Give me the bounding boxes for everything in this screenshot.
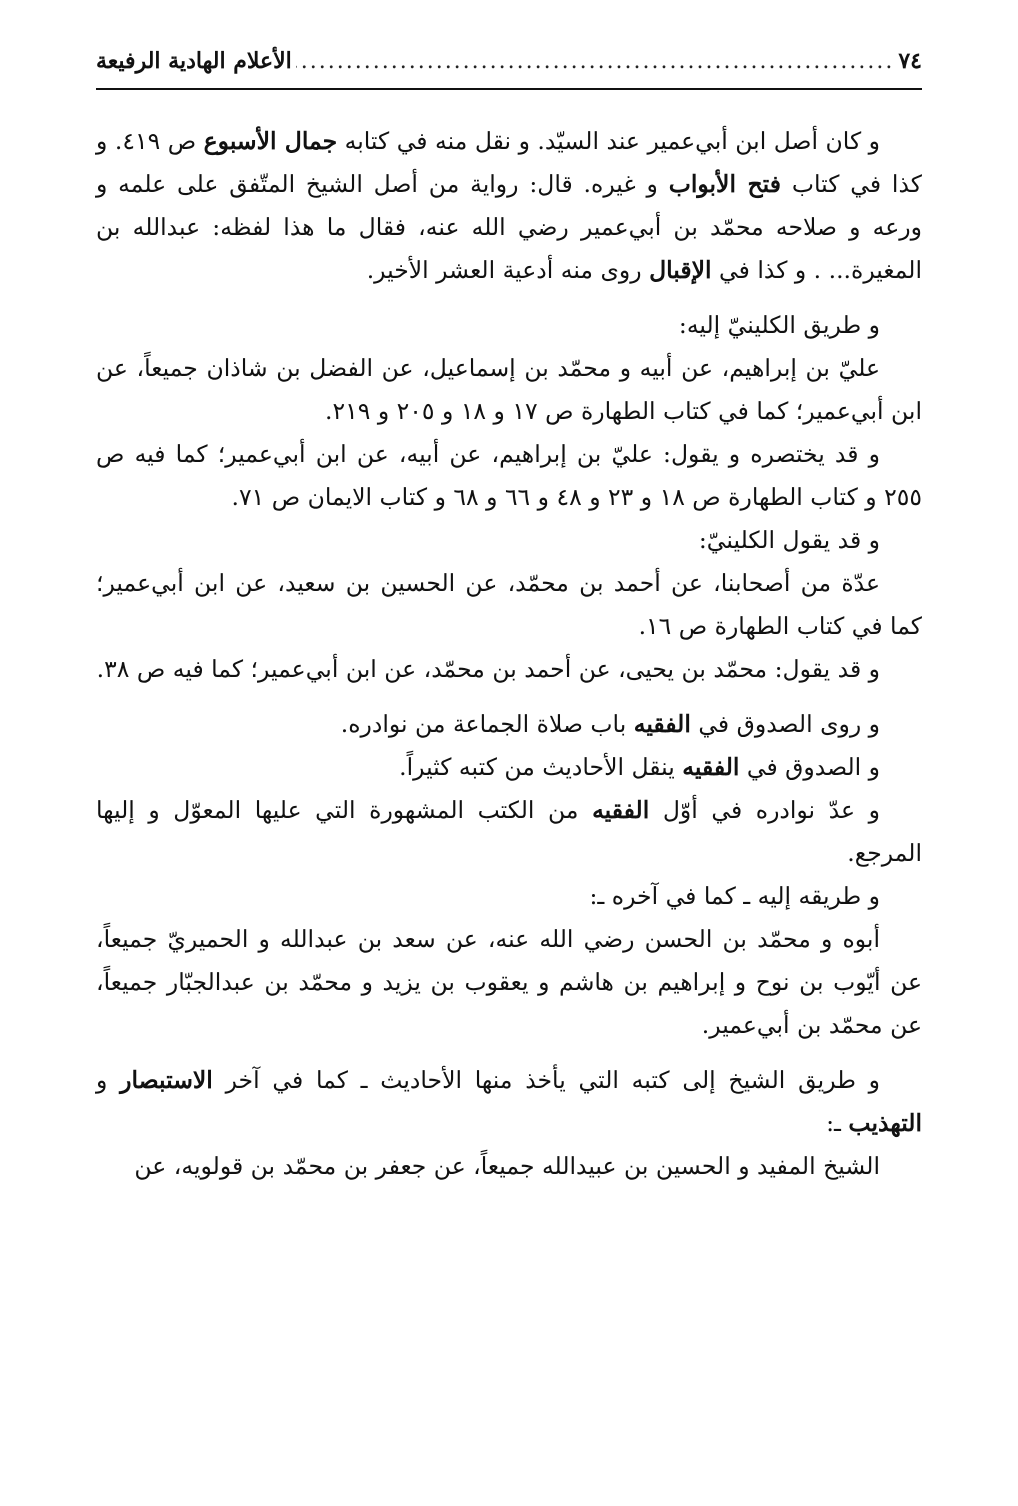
paragraph-saduq-route-heading: و طريقه إليه ـ كما في آخره ـ:	[589, 882, 880, 910]
book-title-al-tahdhib: التهذيب	[848, 1109, 922, 1137]
paragraph-saduq-faqih-3: و عدّ نوادره في أوّل الفقيه من الكتب المشهورة التي عليها المعوّل و إليها المرجع.	[96, 796, 922, 867]
paragraph-shaykh-route-heading: و طريق الشيخ إلى كتبه التي يأخذ منها الأحاديث ـ كما في آخر الاستبصار و التهذيب ـ:	[96, 1066, 922, 1137]
paragraph-kulayni-shortened: و قد يختصره و يقول: عليّ بن إبراهيم، عن أبيه، عن ابن أبي‌عمير؛ كما فيه ص ٢٥٥ و كتاب الطهارة ص ١٨ و ٢٣ و ٤٨ و ٦٦ و ٦٨ و كتاب الايمان ص ٧١.	[96, 440, 922, 511]
page-number: ٧٤	[898, 48, 922, 74]
page-header	[96, 48, 922, 90]
paragraph-saduq-route: أبوه و محمّد بن الحسن رضي الله عنه، عن سعد بن عبدالله و الحميريّ جميعاً، عن أيّوب بن نوح و إبراهيم بن هاشم و يعقوب بن يزيد و محمّد بن عبدالجبّار جميعاً، عن محمّد بن أبي‌عمير.	[96, 925, 922, 1039]
paragraph-shaykh-route: الشيخ المفيد و الحسين بن عبيدالله جميعاً، عن جعفر بن محمّد بن قولويه، عن	[134, 1152, 880, 1180]
book-title-al-istibsar: الاستبصار	[120, 1066, 213, 1094]
book-title-fath-al-abwab: فتح الأبواب	[668, 170, 782, 198]
book-title-al-faqih: الفقيه	[592, 796, 650, 824]
paragraph-kulayni-route-3: و قد يقول: محمّد بن يحيى، عن أحمد بن محمّد، عن ابن أبي‌عمير؛ كما فيه ص ٣٨.	[96, 655, 880, 683]
book-title-al-iqbal: الإقبال	[649, 256, 712, 284]
paragraph-kulayni-route-2: عدّة من أصحابنا، عن أحمد بن محمّد، عن الحسين بن سعيد، عن ابن أبي‌عمير؛ كما في كتاب الطهارة ص ١٦.	[96, 569, 922, 640]
paragraph-kulayni-says: و قد يقول الكلينيّ:	[698, 526, 880, 554]
paragraph-kulayni-route-heading: و طريق الكلينيّ إليه:	[678, 311, 880, 339]
paragraph-kulayni-route-1: عليّ بن إبراهيم، عن أبيه و محمّد بن إسماعيل، عن الفضل بن شاذان جميعاً، عن ابن أبي‌عمير؛ كما في كتاب الطهارة ص ١٧ و ١٨ و ٢٠٥ و ٢١٩.	[96, 354, 922, 425]
book-title-al-faqih: الفقيه	[682, 753, 740, 781]
book-title-al-faqih: الفقيه	[633, 710, 691, 738]
paragraph-asl-ibn-abi-umair: و كان أصل ابن أبي‌عمير عند السيّد. و نقل منه في كتابه جمال الأسبوع ص ٤١٩. و كذا في كتاب فتح الأبواب و غيره. قال: رواية من أصل الشيخ المتّفق على علمه و ورعه و صلاحه محمّد بن أبي‌عمير رضي الله عنه، فقال ما هذا لفظه: عبدالله بن المغيرة... . و كذا في الإقبال روى منه أدعية العشر الأخير.	[96, 127, 922, 284]
paragraph-saduq-faqih-1: و روى الصدوق في الفقيه باب صلاة الجماعة من نوادره.	[340, 710, 880, 738]
book-title-jamal-al-usbu: جمال الأسبوع	[203, 127, 338, 155]
header-dot-leader	[296, 49, 895, 74]
paragraph-saduq-faqih-2: و الصدوق في الفقيه ينقل الأحاديث من كتبه كثيراً.	[399, 753, 880, 781]
running-title: الأعلام الهادية الرفيعة	[96, 48, 292, 74]
page-body	[96, 120, 922, 1188]
book-page	[96, 48, 922, 1488]
